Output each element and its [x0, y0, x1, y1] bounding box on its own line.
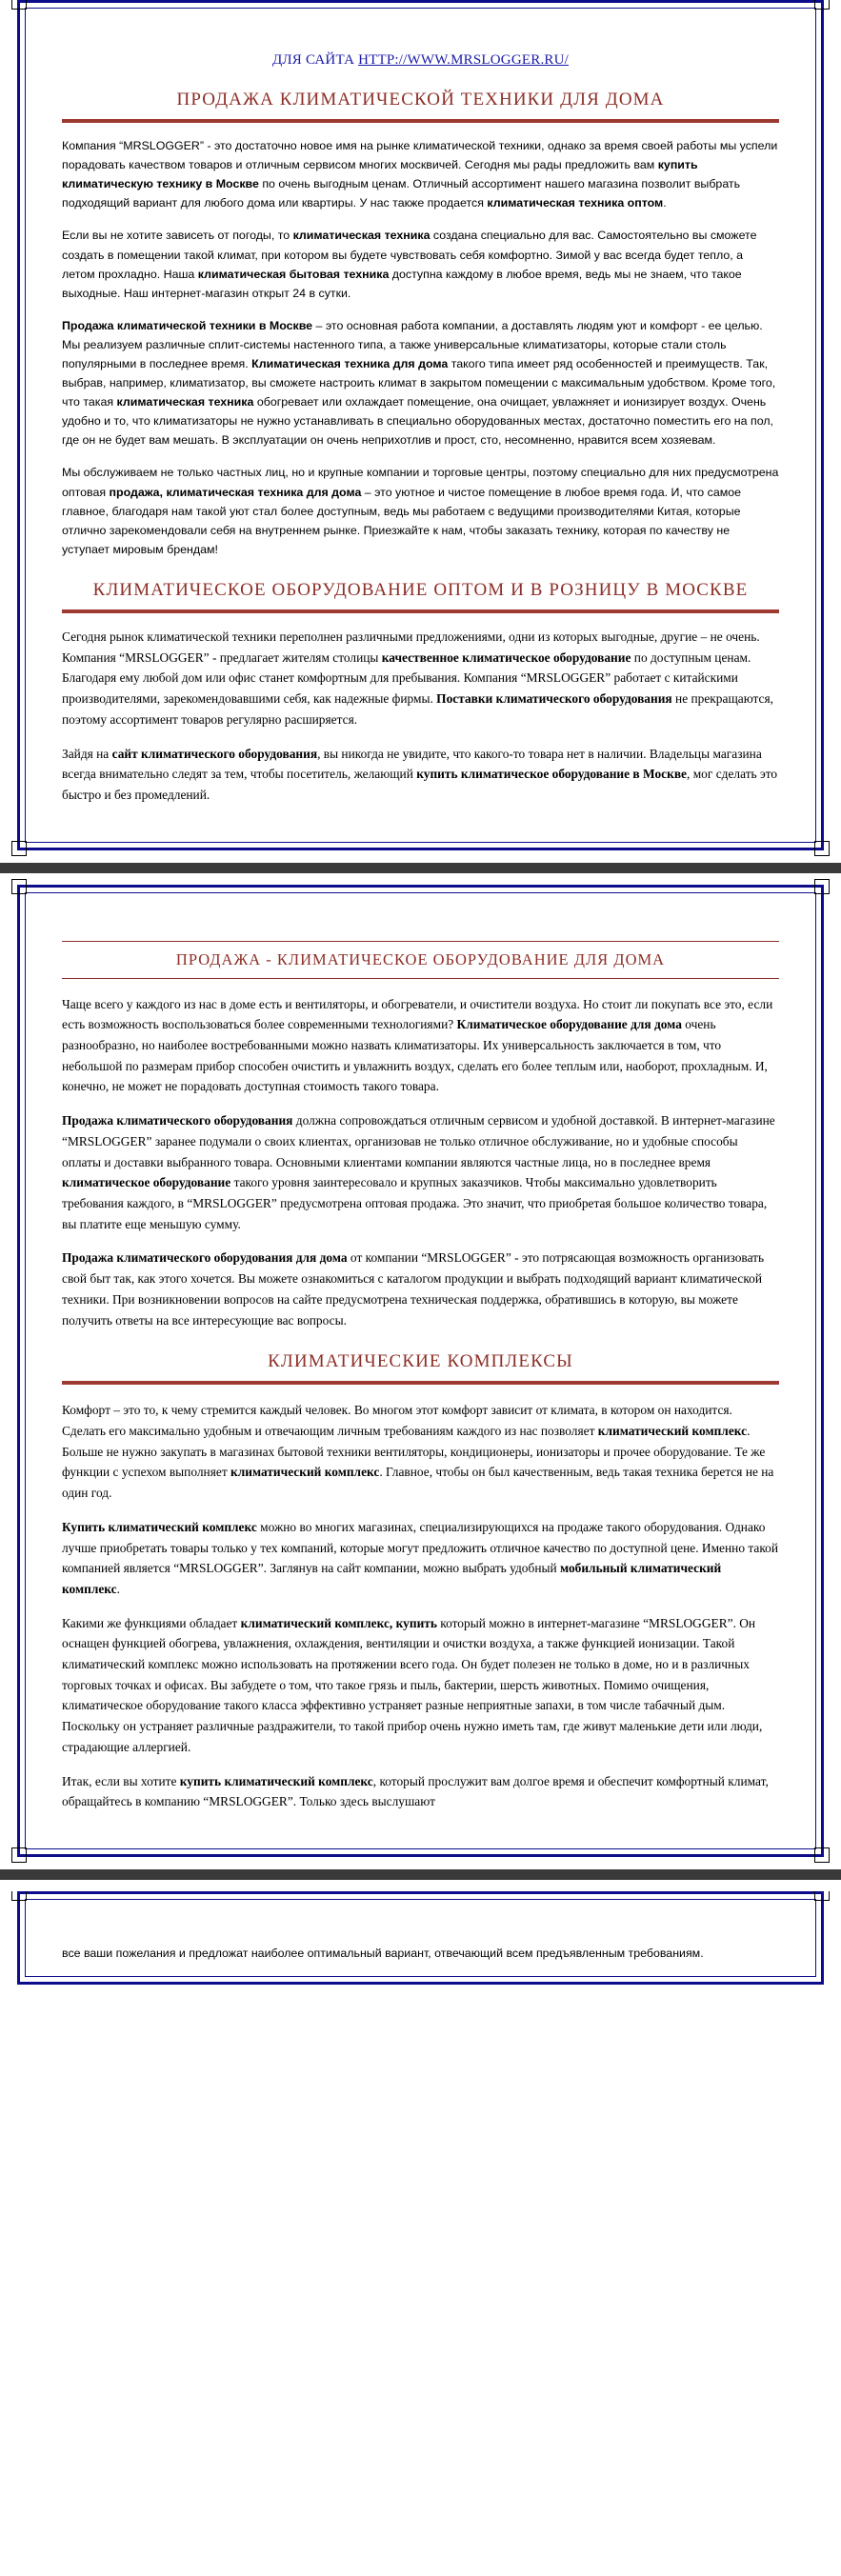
emphasis-keyword: купить климатическое оборудование в Москве: [416, 767, 688, 782]
emphasis-keyword: Климатическая техника для дома: [251, 357, 449, 371]
corner-mark-bottom-left: [11, 841, 27, 856]
emphasis-keyword: Климатическое оборудование для дома: [456, 1017, 682, 1032]
section-2-rule: [62, 609, 779, 613]
corner-mark-top-right: [814, 1891, 830, 1901]
gutter-bar: [0, 863, 841, 873]
paragraph: [62, 463, 779, 558]
text-run: .: [663, 196, 667, 210]
text-run: не прекращаются, поэтому ассортимент товаров регулярно расширяется.: [62, 691, 773, 727]
page-1-section-1-body: [62, 136, 779, 559]
text-run: такого уровня заинтересовало и крупных заказчиков. Чтобы максимально удовлетворить требования каждого, в “MRSLOGGER” предусмотрена оптовая продажа. Это значит, что приобретая большое количество товара, вы платите еще меньшую сумму.: [62, 1175, 768, 1231]
text-run: , который прослужит вам долгое время и обеспечит комфортный климат, обращайтесь в компанию “MRSLOGGER”. Только здесь выслушают: [62, 1773, 769, 1809]
page-1-frame: [17, 0, 824, 850]
page-1-content: [20, 3, 821, 848]
text-run: Мы обслуживаем не только частных лиц, но и крупные компании и торговые центры, поэтому специально для них предусмотрена оптовая: [62, 466, 779, 499]
text-run: Сегодня рынок климатической техники переполнен различными предложениями, одни из которых выгодные, другие – не очень. Компания “MRSLOGGER” - предлагает жителям столицы: [62, 629, 760, 665]
paragraph: [62, 994, 779, 1098]
site-attribution-prefix: ДЛЯ САЙТА: [271, 52, 355, 68]
section-2-title: КЛИМАТИЧЕСКОЕ ОБОРУДОВАНИЕ ОПТОМ И В РОЗНИЦУ В МОСКВЕ: [92, 579, 749, 600]
text-run: , мог сделать это быстро и без промедлений.: [62, 767, 778, 802]
title-rule: [62, 119, 779, 123]
paragraph: [62, 226, 779, 302]
text-run: по доступным ценам. Благодаря ему любой дом или офис станет комфортным для пребывания. Компания “MRSLOGGER” работает с китайскими производителями, зарекомендовавшими себя, как надежные фирмы.: [62, 649, 751, 707]
page-2-section-2-title: КЛИМАТИЧЕСКИЕ КОМПЛЕКСЫ: [268, 1351, 573, 1372]
page-2-section-1-body: [62, 994, 779, 1331]
text-run: можно во многих магазинах, специализирующихся на продаже такого оборудования. Однако лучше приобретать товары только у тех компаний, которые могут предложить отличное качество по доступной цене. Именно такой компанией является “MRSLOGGER”. Заглянув на сайт компании, можно выбрать удобный: [62, 1519, 779, 1576]
corner-mark-bottom-right: [814, 841, 830, 856]
emphasis-keyword: Купить климатический комплекс: [62, 1519, 257, 1534]
emphasis-keyword: климатическая бытовая техника: [197, 267, 390, 281]
emphasis-keyword: климатическое оборудование: [62, 1175, 231, 1190]
emphasis-keyword: климатическая техника оптом: [487, 196, 664, 210]
text-run: такого типа имеет ряд особенностей и преимуществ. Так, выбрав, например, климатизатор, вы сможете настроить климат в закрытом помещении с максимальным удобством. Кроме того, что такая: [62, 357, 776, 409]
paragraph: [62, 1248, 779, 1330]
emphasis-keyword: климатическая техника: [116, 395, 254, 409]
emphasis-keyword: качественное климатическое оборудование: [381, 649, 631, 665]
text-run: Чаще всего у каждого из нас в доме есть и вентиляторы, и обогреватели, и очистители воздуха. Но стоит ли покупать все это, если есть возможность воспользоваться более современными технологиями?: [62, 996, 773, 1032]
paragraph: [62, 136, 779, 212]
text-run: Зайдя на: [62, 746, 112, 761]
page-2-title: ПРОДАЖА - КЛИМАТИЧЕСКОЕ ОБОРУДОВАНИЕ ДЛЯ ДОМА: [175, 949, 666, 968]
text-run: Итак, если вы хотите: [62, 1773, 180, 1788]
corner-mark-bottom-left: [11, 1847, 27, 1863]
emphasis-keyword: купить климатический комплекс: [179, 1773, 373, 1788]
emphasis-keyword: сайт климатического оборудования: [111, 746, 318, 761]
paragraph: [62, 1517, 779, 1600]
text-run: Компания “MRSLOGGER” - это достаточно новое имя на рынке климатической техники, однако за время своей работы мы успели порадовать качеством товаров и отличным сервисом многих москвичей. Сегодня мы рады предложить вам: [62, 139, 778, 172]
paragraph: [62, 627, 779, 730]
text-run: . Главное, чтобы он был качественным, ведь такая техника берется не на один год.: [62, 1465, 774, 1501]
emphasis-keyword: мобильный климатический комплекс: [62, 1561, 722, 1596]
emphasis-keyword: климатическая техника: [292, 229, 431, 243]
text-run: все ваши пожелания и предложат наиболее оптимальный вариант, отвечающий всем предъявленным требованиям.: [62, 1946, 704, 1960]
emphasis-keyword: климатический комплекс: [597, 1423, 748, 1438]
page-2-section-2-rule: [62, 1381, 779, 1385]
text-run: Если вы не хотите зависеть от погоды, то: [62, 229, 293, 243]
paragraph: [62, 316, 779, 450]
text-run: который можно в интернет-магазине “MRSLOGGER”. Он оснащен функцией обогрева, увлажнения, охлаждения, вентиляции и очистки воздуха, а также функцией ионизации. Такой климатический комплекс можно использовать на протяжении всего года. Он будет полезен не только в доме, но и в различных торговых точках и офисах. Вы забудете о том, что такое грязь и пыль, бактерии, шерсть животных. Помимо очищения, климатическое оборудование такого класса эффективно устраняет разные неприятные запахи, в том числе табачный дым. Поскольку он устраняет различные раздражители, то такой прибор очень нужно иметь там, где живут маленькие дети или люди, страдающие аллергией.: [62, 1615, 763, 1754]
emphasis-keyword: Продажа климатической техники в Москве: [62, 318, 313, 332]
page-2-title-block: [62, 941, 779, 979]
paragraph: [62, 1944, 779, 1963]
text-run: по очень выгодным ценам. Отличный ассортимент нашего магазина позволит выбрать подходящий вариант для любого дома или квартиры. У нас также продается: [62, 177, 741, 210]
text-run: . Больше не нужно закупать в магазинах бытовой техники вентиляторы, кондиционеры, ионизаторы и прочее оборудование. Те же функции с успехом выполняет: [62, 1423, 766, 1480]
emphasis-keyword: купить климатическую технику в Москве: [62, 158, 698, 191]
text-run: , вы никогда не увидите, что какого-то товара нет в наличии. Владельцы магазина всегда внимательно следят за тем, чтобы посетитель, желающий: [62, 746, 762, 782]
emphasis-keyword: продажа, климатическая техника для дома: [109, 485, 362, 499]
page-3: [0, 1891, 841, 1985]
page-gutter-2: [0, 1857, 841, 1891]
page-2: [0, 885, 841, 1857]
page-1: [0, 0, 841, 850]
emphasis-keyword: климатический комплекс, купить: [240, 1615, 437, 1630]
text-run: – это основная работа компании, а доставлять людям уют и комфорт - ее целью. Мы реализуем различные сплит-системы настенного типа, а также универсальные климатизаторы, которые стали столь популярными в последнее время.: [62, 318, 763, 371]
page-gutter-1: [0, 850, 841, 885]
text-run: .: [116, 1581, 120, 1596]
page-1-section-2-body: [62, 627, 779, 806]
page-3-content: [20, 1894, 821, 1982]
corner-mark-top-right: [814, 0, 830, 10]
page-2-frame: [17, 885, 824, 1857]
corner-mark-top-left: [11, 879, 27, 894]
paragraph: [62, 744, 779, 806]
corner-mark-top-right: [814, 879, 830, 894]
site-url-link[interactable]: HTTP://WWW.MRSLOGGER.RU/: [358, 52, 569, 68]
emphasis-keyword: климатический комплекс: [230, 1465, 380, 1480]
corner-mark-top-left: [11, 1891, 27, 1901]
page-2-content: [20, 888, 821, 1854]
text-run: – это уютное и чистое помещение в любое время года. И, что самое главное, благодаря нам такой уют стал более доступным, ведь мы работаем с ведущими производителями Китая, которые отлично зарекомендовали себя на внутреннем рынке. Приезжайте к нам, чтобы заказать технику, которая по качеству не уступает мировым брендам!: [62, 485, 742, 556]
corner-mark-bottom-right: [814, 1847, 830, 1863]
paragraph: [62, 1400, 779, 1504]
page-3-frame: [17, 1891, 824, 1985]
site-attribution-line: [62, 52, 779, 69]
text-run: Какими же функциями обладает: [62, 1615, 241, 1630]
text-run: создана специально для вас. Самостоятельно вы сможете создать в помещении такой климат, при котором вы будете чувствовать себя комфортно. Зимой у вас всегда будет тепло, а летом прохладно. Наша: [62, 229, 757, 281]
emphasis-keyword: Поставки климатического оборудования: [436, 691, 672, 707]
paragraph: [62, 1110, 779, 1234]
text-run: должна сопровождаться отличным сервисом и удобной доставкой. В интернет-магазине “MRSLOGGER” заранее подумали о своих клиентах, организовав не только отличное обслуживание, но и удобные способы оплаты и доставки выбранного товара. Основными клиентами компании являются частные лица, но в последнее время: [62, 1113, 775, 1169]
text-run: от компании “MRSLOGGER” - это потрясающая возможность организовать свой быт так, как этого хочется. Вы можете ознакомиться с каталогом продукции и выбрать подходящий вариант климатической техники. При возникновении вопросов на сайте предусмотрена техническая поддержка, обратившись в которую, вы можете получить ответы на все интересующие вас вопросы.: [62, 1250, 765, 1328]
text-run: очень разнообразно, но наиболее востребованными можно назвать климатизаторы. Их универсальность заключается в том, что небольшой по размерам прибор способен очистить и увлажнить воздух, сделать его более теплым или, наоборот, прохладным. И, конечно, не может не порадовать доступная стоимость такого товара.: [62, 1017, 768, 1094]
page-title: ПРОДАЖА КЛИМАТИЧЕСКОЙ ТЕХНИКИ ДЛЯ ДОМА: [176, 90, 665, 110]
gutter-bar: [0, 1869, 841, 1880]
corner-mark-top-left: [11, 0, 27, 10]
emphasis-keyword: Продажа климатического оборудования для дома: [62, 1250, 348, 1266]
page-2-section-2-body: [62, 1400, 779, 1812]
paragraph: [62, 1771, 779, 1812]
emphasis-keyword: Продажа климатического оборудования: [62, 1113, 293, 1128]
text-run: обогревает или охлаждает помещение, она очищает, увлажняет и ионизирует воздух. Очень удобно и то, что климатизаторы не нужно устанавливать в специально оборудованных местах, достаточно поместить его на пол, где он не будет вам мешать. В эксплуатации он очень неприхотлив и прост, сто, несомненно, нравится всем хозяевам.: [62, 395, 773, 448]
paragraph: [62, 1613, 779, 1758]
text-run: доступна каждому в любое время, ведь мы не знаем, что такое выходные. Наш интернет-магазин открыт 24 в сутки.: [62, 267, 742, 300]
page-3-body: [62, 1944, 779, 1963]
text-run: Комфорт – это то, к чему стремится каждый человек. Во многом этот комфорт зависит от климата, в котором он находится. Сделать его максимально удобным и отвечающим личным требованиям каждого из нас позволяет: [62, 1403, 732, 1438]
